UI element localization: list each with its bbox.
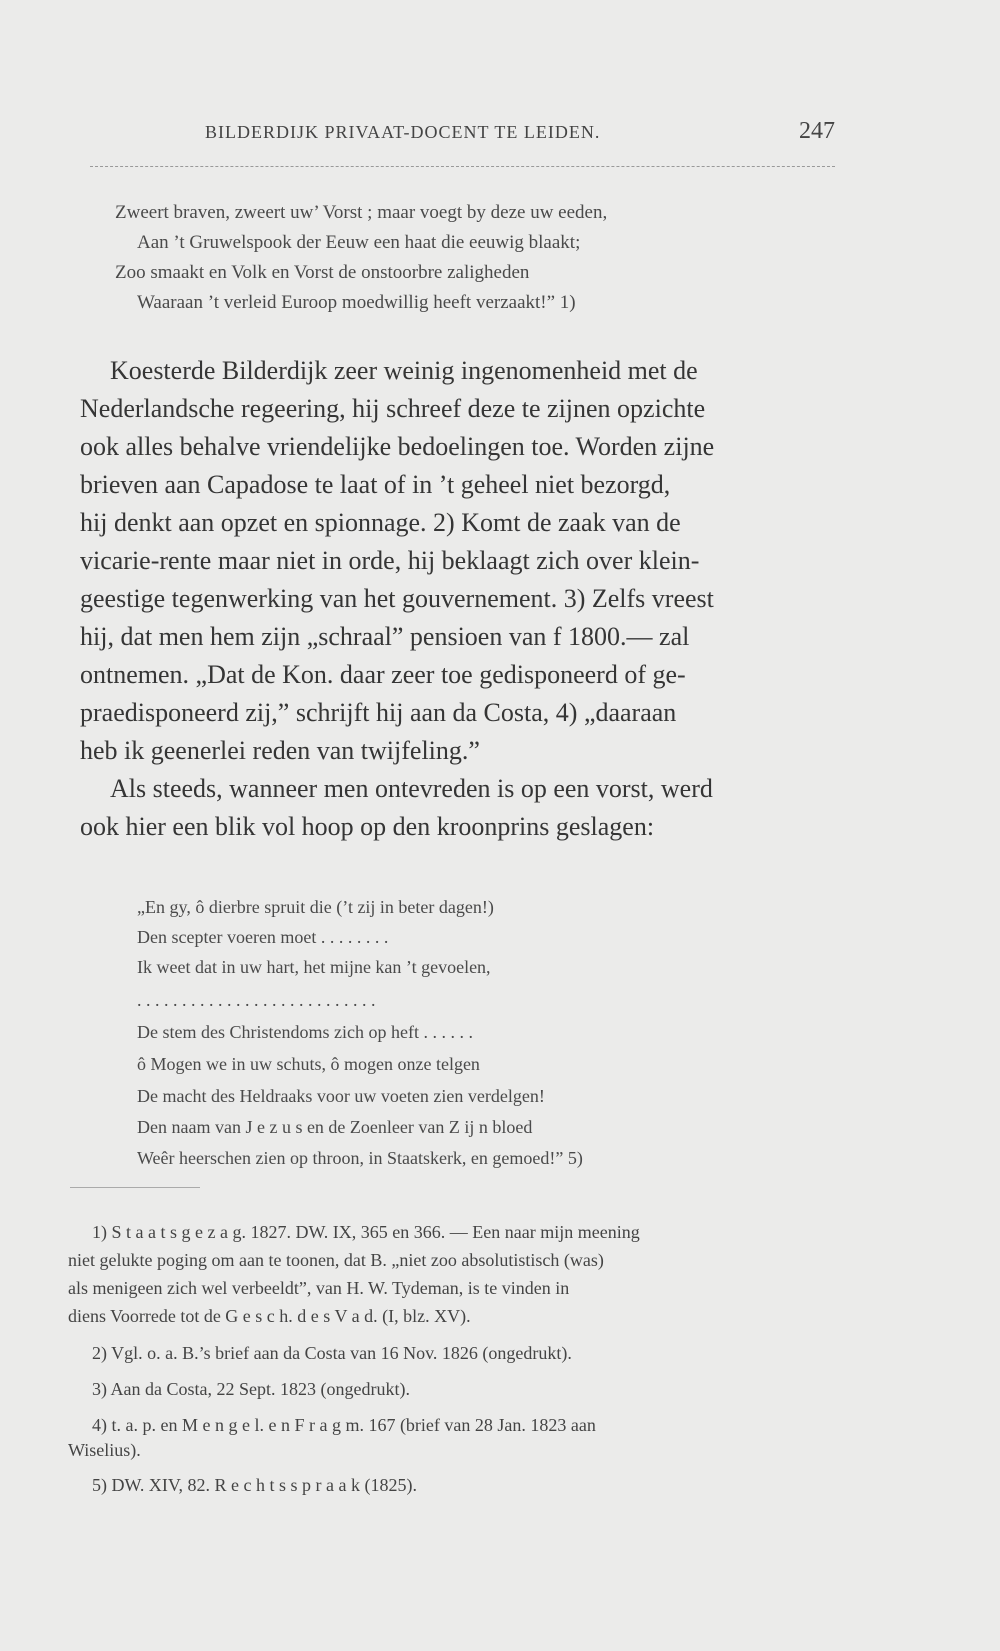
body-line: vicarie-rente maar niet in orde, hij beklaagt zich over klein- [80,546,700,575]
poem-line: De stem des Christendoms zich op heft . . . . . . [137,1022,473,1042]
footnote-line: 3) Aan da Costa, 22 Sept. 1823 (ongedrukt). [92,1379,410,1399]
header-rule [90,166,835,167]
body-line: hij denkt aan opzet en spionnage. 2) Komt de zaak van de [80,508,681,537]
footnote-line: diens Voorrede tot de G e s c h. d e s V a d. (I, blz. XV). [68,1306,471,1326]
poem-line: Den scepter voeren moet . . . . . . . . [137,927,389,947]
body-line: heb ik geenerlei reden van twijfeling.” [80,736,480,765]
poem-line: Ik weet dat in uw hart, het mijne kan ’t gevoelen, [137,957,491,977]
running-title: BILDERDIJK PRIVAAT-DOCENT TE LEIDEN. [205,122,601,142]
body-line: ook alles behalve vriendelijke bedoelingen toe. Worden zijne [80,432,715,461]
body-line: ontnemen. „Dat de Kon. daar zeer toe gedisponeerd of ge- [80,660,686,689]
body-line: Koesterde Bilderdijk zeer weinig ingenomenheid met de [110,356,698,385]
body-line: Nederlandsche regeering, hij schreef deze te zijnen opzichte [80,394,706,423]
poem-line: De macht des Heldraaks voor uw voeten zien verdelgen! [137,1086,545,1106]
poem-line: ô Mogen we in uw schuts, ô mogen onze telgen [137,1054,480,1074]
body-line: Als steeds, wanneer men ontevreden is op een vorst, werd [110,774,713,803]
poem-line: „En gy, ô dierbre spruit die (’t zij in beter dagen!) [137,897,494,917]
poem-line: Waaraan ’t verleid Euroop moedwillig heeft verzaakt!” 1) [137,292,576,313]
footnote-rule [70,1187,200,1188]
body-line: hij, dat men hem zijn „schraal” pensioen van f 1800.— zal [80,622,690,651]
footnote-line: 1) S t a a t s g e z a g. 1827. DW. IX, 365 en 366. — Een naar mijn meening [92,1222,640,1242]
poem-line: Zoo smaakt en Volk en Vorst de onstoorbre zaligheden [115,262,530,283]
body-line: ook hier een blik vol hoop op den kroonprins geslagen: [80,812,655,841]
body-line: brieven aan Capadose te laat of in ’t geheel niet bezorgd, [80,470,671,499]
body-line: geestige tegenwerking van het gouvernement. 3) Zelfs vreest [80,584,714,613]
footnote-line: als menigeen zich wel verbeeldt”, van H. W. Tydeman, is te vinden in [68,1278,570,1298]
poem-line: Zweert braven, zweert uw’ Vorst ; maar voegt by deze uw eeden, [115,202,608,223]
poem-line: Den naam van J e z u s en de Zoenleer van Z ij n bloed [137,1117,533,1137]
running-header [205,118,835,144]
body-line: praedisponeerd zij,” schrijft hij aan da Costa, 4) „daaraan [80,698,677,727]
footnote-line: niet gelukte poging om aan te toonen, dat B. „niet zoo absolutistisch (was) [68,1250,604,1270]
footnote-line: 4) t. a. p. en M e n g e l. e n F r a g m. 167 (brief van 28 Jan. 1823 aan [92,1415,596,1435]
footnote-line: 5) DW. XIV, 82. R e c h t s s p r a a k (1825). [92,1475,417,1495]
poem-ellipsis-line: . . . . . . . . . . . . . . . . . . . . . . . . . . . [137,990,376,1010]
footnote-line: 2) Vgl. o. a. B.’s brief aan da Costa van 16 Nov. 1826 (ongedrukt). [92,1343,572,1363]
page-number: 247 [799,118,835,144]
poem-line: Weêr heerschen zien op throon, in Staatskerk, en gemoed!” 5) [137,1148,583,1168]
footnote-line: Wiselius). [68,1440,141,1460]
poem-line: Aan ’t Gruwelspook der Eeuw een haat die eeuwig blaakt; [137,232,581,253]
